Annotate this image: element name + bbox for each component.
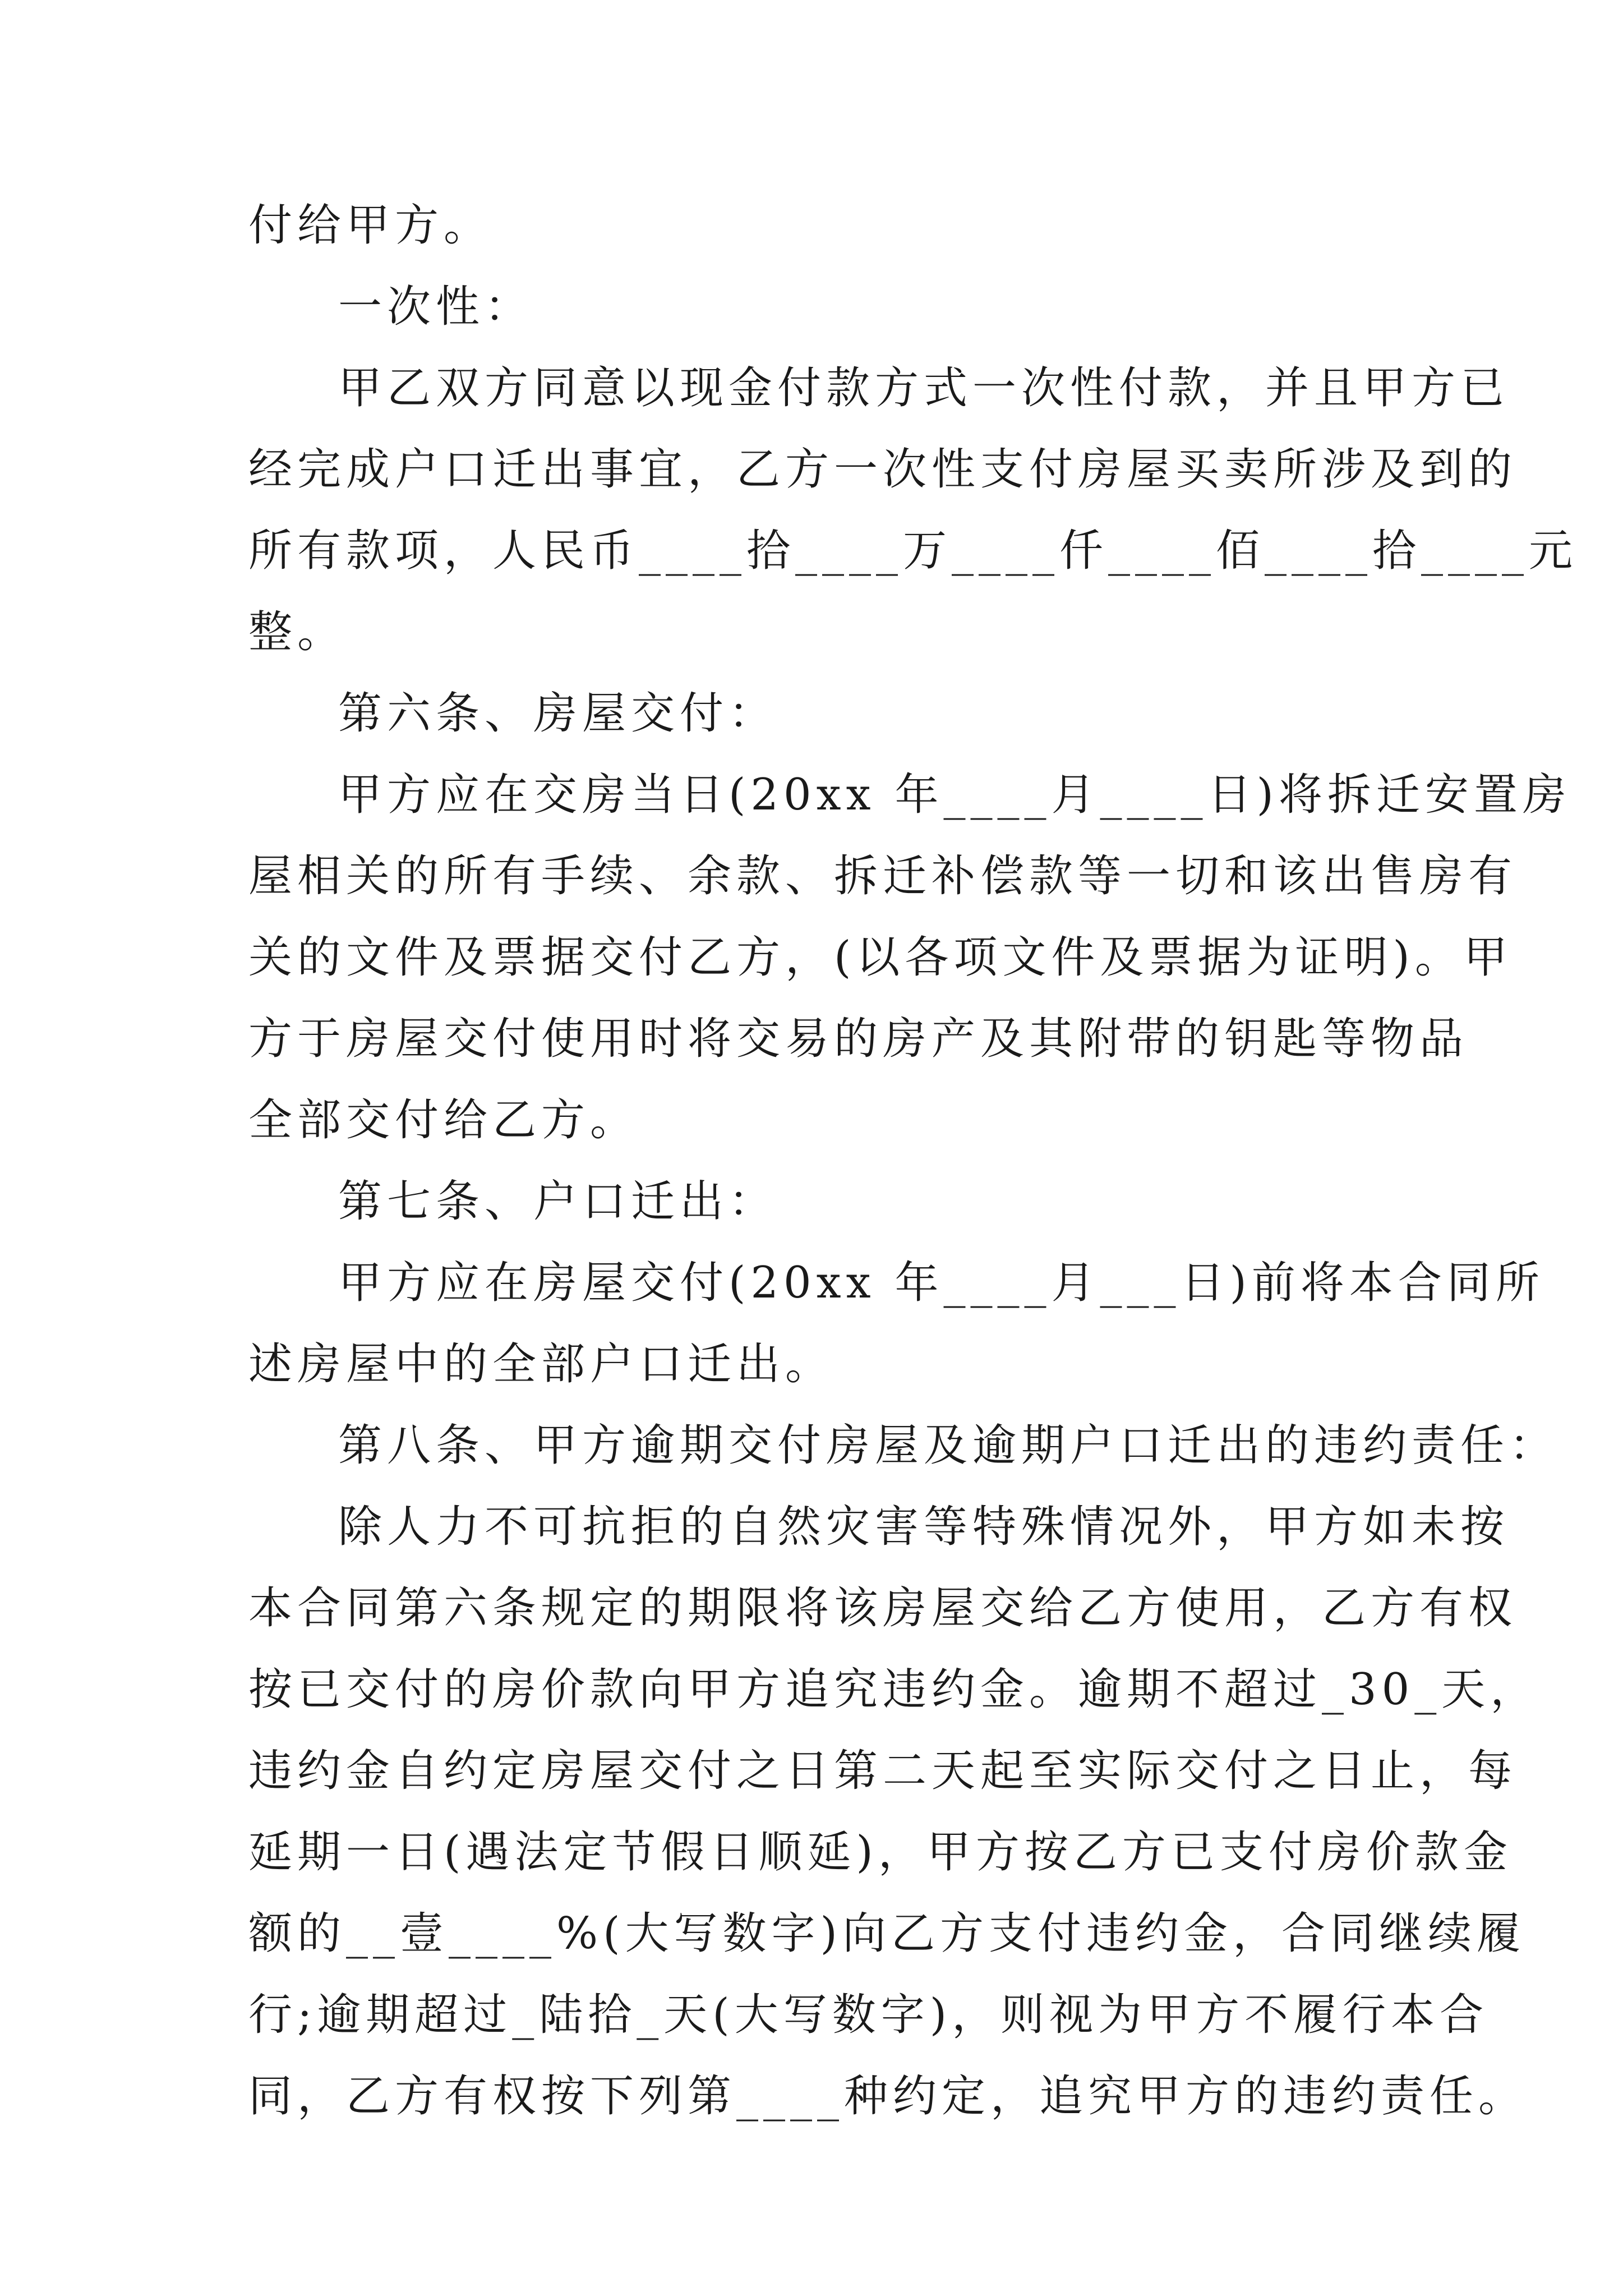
text-line: 经完成户口迁出事宜，乙方一次性支付房屋买卖所涉及到的 [248, 444, 1518, 495]
text-line: 同，乙方有权按下列第____种约定，追究甲方的违约责任。 [248, 2071, 1528, 2122]
section-heading: 第六条、房屋交付： [338, 688, 778, 739]
text-line: 除人力不可抗拒的自然灾害等特殊情况外，甲方如未按 [338, 1502, 1510, 1552]
text-line: 屋相关的所有手续、余款、拆迁补偿款等一切和该出售房有 [248, 851, 1518, 901]
text-line: 方于房屋交付使用时将交易的房产及其附带的钥匙等物品 [248, 1014, 1469, 1064]
text-line: 付给甲方。 [248, 200, 493, 251]
text-line: 甲方应在房屋交付(20xx 年____月___日)前将本合同所 [338, 1258, 1544, 1308]
text-line: 按已交付的房价款向甲方追究违约金。逾期不超过_30_天， [248, 1664, 1539, 1715]
text-line: 全部交付给乙方。 [248, 1095, 639, 1145]
text-line: 述房屋中的全部户口迁出。 [248, 1339, 834, 1389]
text-line: 整。 [248, 607, 347, 657]
text-line: 一次性： [338, 282, 534, 332]
text-line: 延期一日(遇法定节假日顺延)，甲方按乙方已支付房价款金 [248, 1827, 1513, 1878]
text-line: 甲方应在交房当日(20xx 年____月____日)将拆迁安置房 [338, 770, 1571, 820]
text-line: 本合同第六条规定的期限将该房屋交给乙方使用，乙方有权 [248, 1583, 1518, 1634]
document-page [248, 185, 1578, 2137]
section-heading: 第八条、甲方逾期交付房屋及逾期户口迁出的违约责任： [338, 1420, 1559, 1471]
text-line: 甲乙双方同意以现金付款方式一次性付款，并且甲方已 [338, 363, 1510, 413]
text-line: 违约金自约定房屋交付之日第二天起至实际交付之日止，每 [248, 1746, 1518, 1796]
text-line: 额的__壹____%(大写数字)向乙方支付违约金，合同继续履 [248, 1908, 1525, 1959]
text-line: 行;逾期超过_陆拾_天(大写数字)，则视为甲方不履行本合 [248, 1990, 1489, 2040]
text-line: 关的文件及票据交付乙方，(以各项文件及票据为证明)。甲 [248, 932, 1513, 983]
text-line: 所有款项，人民币____拾____万____仟____佰____拾____元 [248, 526, 1578, 576]
section-heading: 第七条、户口迁出： [338, 1176, 778, 1227]
